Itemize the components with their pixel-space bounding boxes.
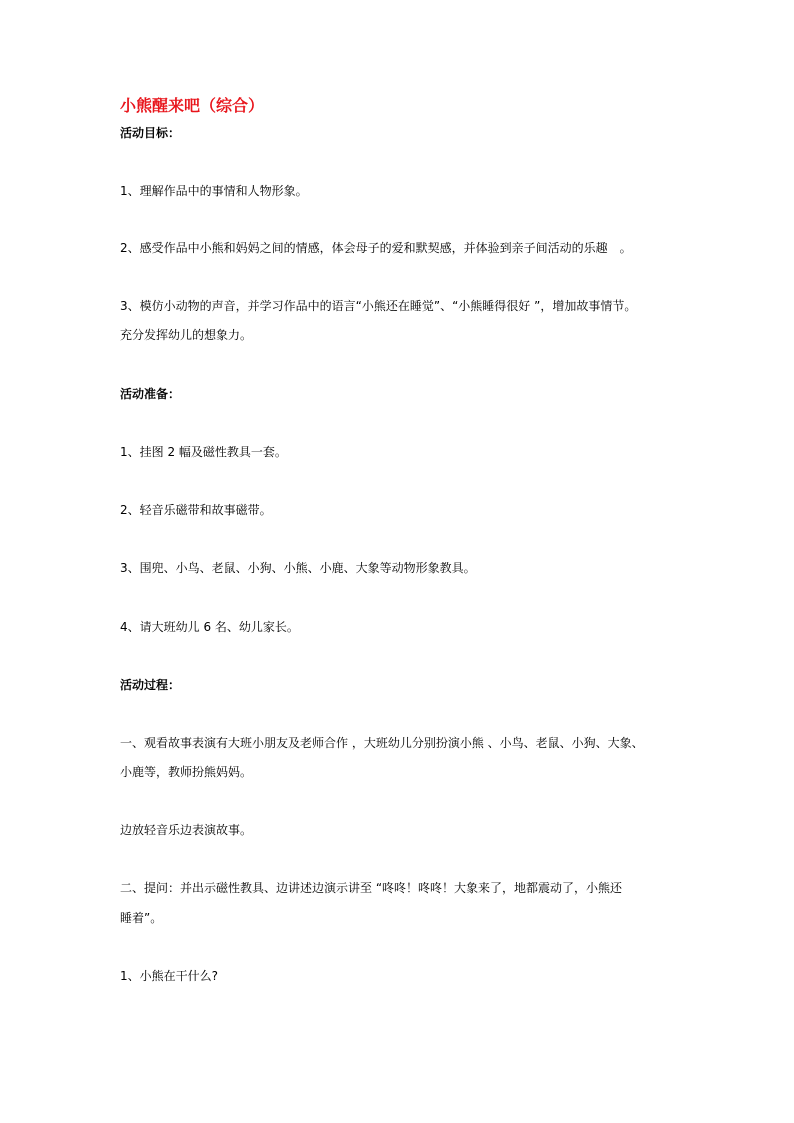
process-step-2: 二、提问：并出示磁性教具、边讲述边演示讲至 “咚咚！咚咚！大象来了，地都震动了，小熊还 [120, 881, 623, 895]
process-step-1-continued: 小鹿等，教师扮熊妈妈。 [120, 765, 253, 779]
prep-item-1: 1、挂图 2 幅及磁性教具一套。 [120, 445, 287, 459]
prep-item-3: 3、围兜、小鸟、老鼠、小狗、小熊、小鹿、大象等动物形象教具。 [120, 561, 476, 575]
goal-item-3-continued: 充分发挥幼儿的想象力。 [120, 328, 253, 342]
process-heading: 活动过程： [120, 678, 181, 692]
prep-item-2: 2、轻音乐磁带和故事磁带。 [120, 503, 272, 517]
document-title: 小熊醒来吧（综合） [120, 96, 265, 115]
process-step-1: 一、观看故事表演有大班小朋友及老师合作 ，大班幼儿分别扮演小熊 、小鸟、老鼠、小狗、大象、 [120, 736, 644, 750]
goals-heading: 活动目标： [120, 126, 181, 140]
goal-item-2: 2、感受作品中小熊和妈妈之间的情感，体会母子的爱和默契感，并体验到亲子间活动的乐趣 。 [120, 241, 632, 255]
prep-item-4: 4、请大班幼儿 6 名、幼儿家长。 [120, 620, 299, 634]
goal-item-3: 3、模仿小动物的声音，并学习作品中的语言“小熊还在睡觉”、“小熊睡得很好 ”，增加故事情节。 [120, 299, 637, 313]
prep-heading: 活动准备： [120, 387, 181, 401]
process-step-2-continued: 睡着”。 [120, 911, 163, 925]
process-question-1: 1、小熊在干什么? [120, 969, 219, 983]
goal-item-1: 1、理解作品中的事情和人物形象。 [120, 184, 308, 198]
process-step-1-note: 边放轻音乐边表演故事。 [120, 823, 253, 837]
